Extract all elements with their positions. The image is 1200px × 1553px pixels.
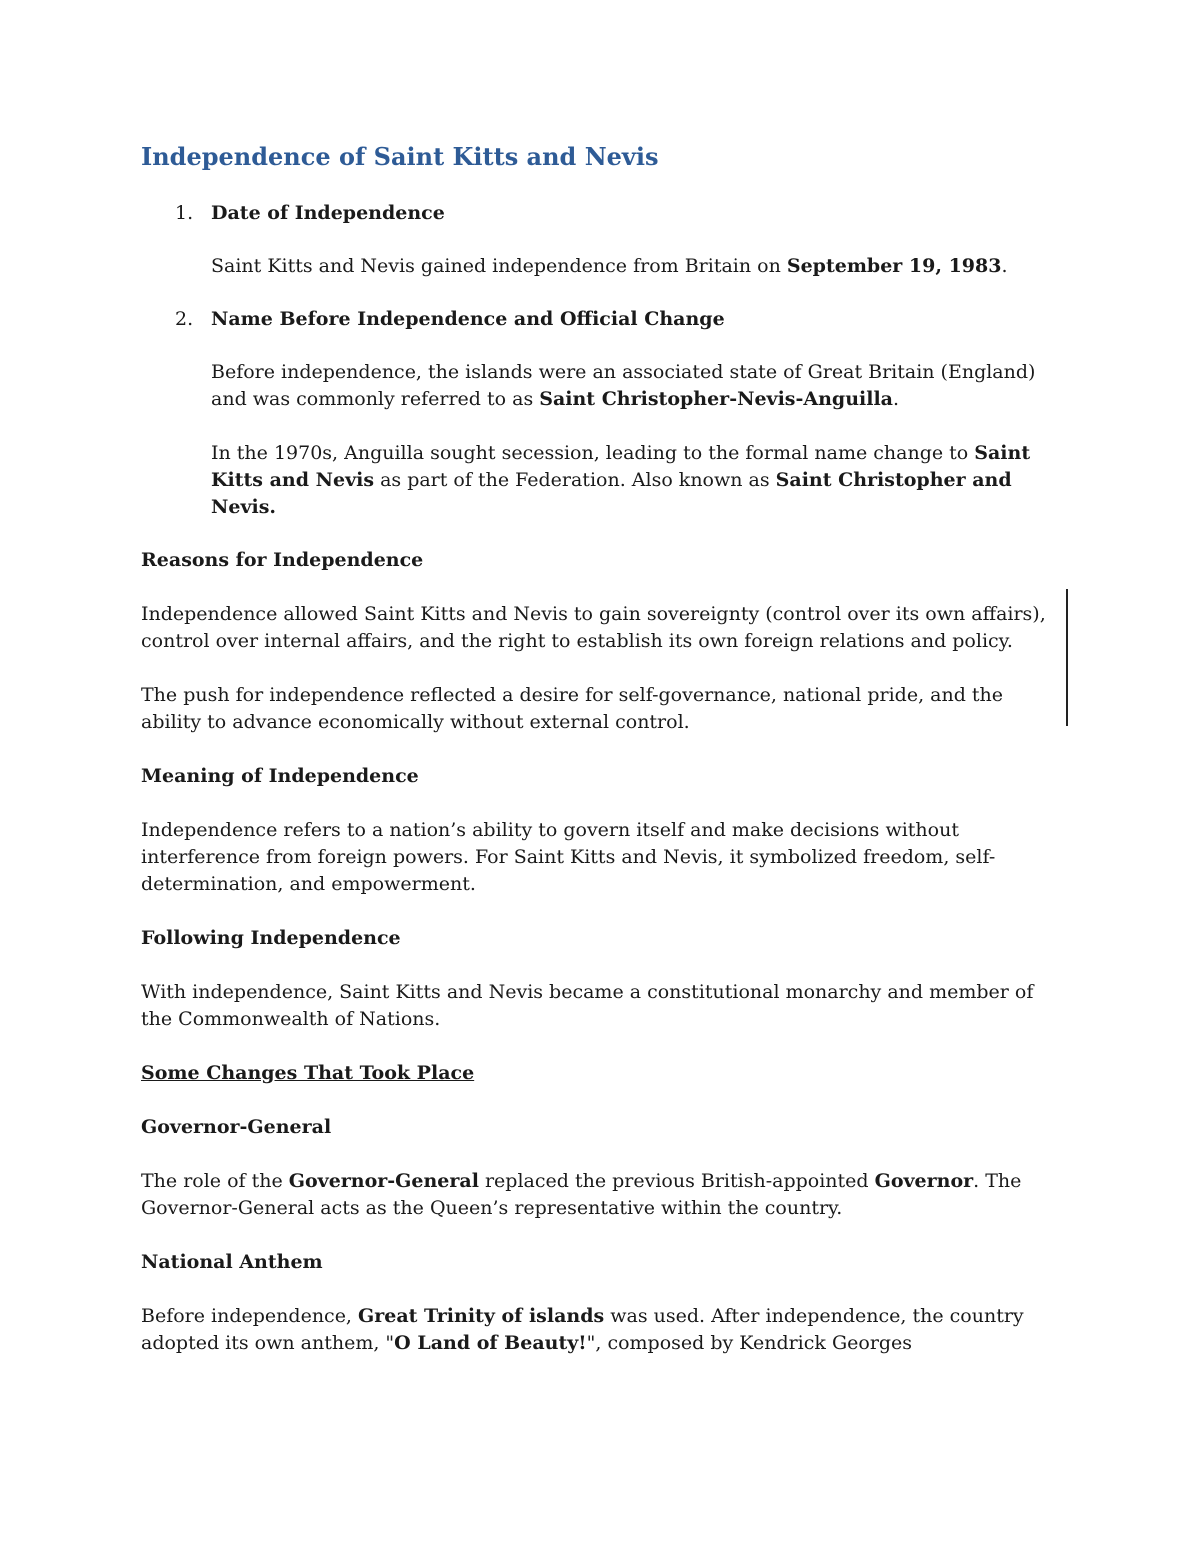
numbered-list bbox=[141, 200, 1061, 521]
list-number: 1. bbox=[175, 202, 194, 224]
name-change-paragraph: In the 1970s, Anguilla sought secession, leading to the formal name change to Saint Kitts and Nevis as part of the Federation. Also known as Saint Christopher and Nevis. bbox=[211, 442, 1031, 518]
following-paragraph: With independence, Saint Kitts and Nevis became a constitutional monarchy and member of the Commonwealth of Nations. bbox=[141, 981, 1034, 1030]
independence-date: September 19, 1983 bbox=[786, 255, 1002, 277]
meaning-paragraph: Independence refers to a nation’s ability to govern itself and make decisions without interference from foreign powers. For Saint Kitts and Nevis, it symbolized freedom, self-determination, and empowerment. bbox=[141, 819, 996, 895]
list-number: 2. bbox=[175, 308, 194, 330]
list-item bbox=[141, 200, 1061, 280]
reasons-paragraph: Independence allowed Saint Kitts and Nevis to gain sovereignty (control over its own affairs), control over internal affairs, and the right to establish its own foreign relations and policy. bbox=[141, 603, 1046, 652]
revision-change-bar bbox=[1066, 589, 1068, 726]
document-page bbox=[141, 140, 1061, 1384]
anthem-heading: National Anthem bbox=[141, 1251, 323, 1273]
governor-heading: Governor-General bbox=[141, 1116, 332, 1138]
following-heading: Following Independence bbox=[141, 927, 401, 949]
changes-heading: Some Changes That Took Place bbox=[141, 1062, 475, 1084]
meaning-heading: Meaning of Independence bbox=[141, 765, 419, 787]
date-paragraph: Saint Kitts and Nevis gained independence from Britain on September 19, 1983. bbox=[211, 255, 1008, 277]
date-heading: Date of Independence bbox=[211, 202, 445, 224]
reasons-section bbox=[141, 547, 1061, 736]
governor-paragraph: The role of the Governor-General replaced the previous British-appointed Governor. The Governor-General acts as the Queen’s representative within the country. bbox=[141, 1170, 1022, 1219]
document-title: Independence of Saint Kitts and Nevis bbox=[141, 142, 659, 171]
anthem-section bbox=[141, 1249, 1061, 1357]
name-change-heading: Name Before Independence and Official Change bbox=[211, 308, 725, 330]
following-section bbox=[141, 925, 1061, 1033]
governor-section bbox=[141, 1114, 1061, 1222]
anthem-paragraph: Before independence, Great Trinity of islands was used. After independence, the country adopted its own anthem, "O Land of Beauty!", composed by Kendrick Georges bbox=[141, 1305, 1024, 1354]
changes-section bbox=[141, 1060, 1061, 1087]
former-name-paragraph: Before independence, the islands were an associated state of Great Britain (England) and was commonly referred to as Saint Christopher-Nevis-Anguilla. bbox=[211, 361, 1036, 410]
meaning-section bbox=[141, 763, 1061, 898]
list-item bbox=[141, 306, 1061, 521]
reasons-paragraph: The push for independence reflected a desire for self-governance, national pride, and the ability to advance economically without external control. bbox=[141, 684, 1004, 733]
reasons-heading: Reasons for Independence bbox=[141, 549, 424, 571]
